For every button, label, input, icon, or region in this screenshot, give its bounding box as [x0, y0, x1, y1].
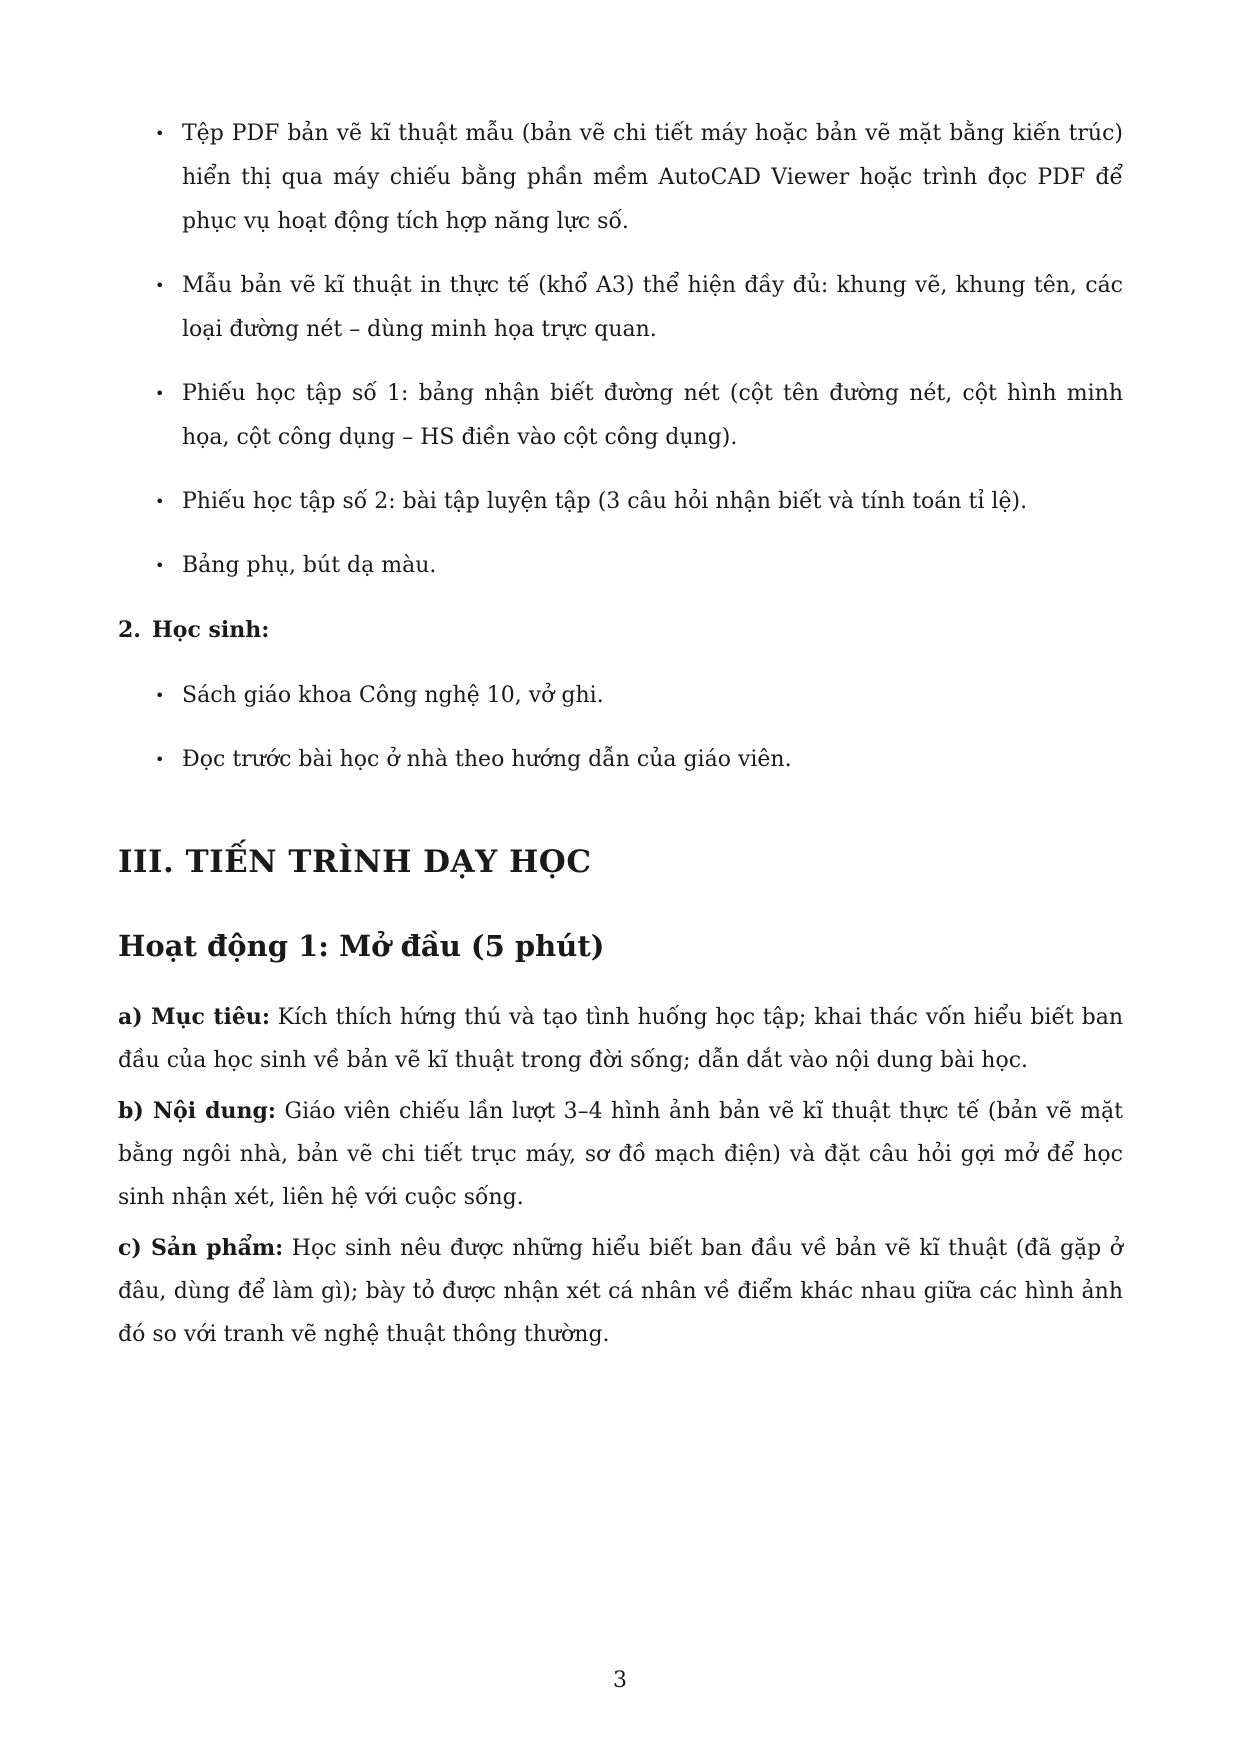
activity-title: Hoạt động 1: Mở đầu (5 phút) [118, 929, 605, 963]
list-item-text: Đọc trước bài học ở nhà theo hướng dẫn của giáo viên. [182, 747, 792, 772]
list-item-text: Sách giáo khoa Công nghệ 10, vở ghi. [182, 683, 604, 708]
section-title: III. TIẾN TRÌNH DẠY HỌC [118, 844, 592, 880]
list-item-text: Phiếu học tập số 2: bài tập luyện tập (3 câu hỏi nhận biết và tính toán tỉ lệ). [182, 489, 1028, 514]
product-paragraph [118, 1227, 1123, 1356]
bullet-icon: • [155, 384, 165, 403]
list-item [118, 738, 1123, 782]
bullet-icon: • [155, 556, 165, 575]
content-text: Giáo viên chiếu lần lượt 3–4 hình ảnh bản vẽ kĩ thuật thực tế (bản vẽ mặt bằng ngôi nhà, bản vẽ chi tiết trục máy, sơ đồ mạch điện) và đặt câu hỏi gợi mở để học sinh nhận xét, liên hệ với cuộc sống. [118, 1099, 1123, 1210]
objective-text: Kích thích hứng thú và tạo tình huống học tập; khai thác vốn hiểu biết ban đầu của học sinh về bản vẽ kĩ thuật trong đời sống; dẫn dắt vào nội dung bài học. [118, 1005, 1123, 1073]
bullet-icon: • [155, 276, 165, 295]
list-item [118, 544, 1123, 588]
student-materials-list [118, 674, 1123, 782]
bullet-icon: • [155, 124, 165, 143]
content-paragraph [118, 1090, 1123, 1219]
list-item [118, 674, 1123, 718]
list-item-text: Bảng phụ, bút dạ màu. [182, 553, 437, 578]
list-item [118, 480, 1123, 524]
teacher-materials-list [118, 112, 1123, 588]
page-number: 3 [613, 1668, 627, 1693]
heading-number: 2. [118, 617, 141, 643]
list-item-text: Phiếu học tập số 1: bảng nhận biết đường nét (cột tên đường nét, cột hình minh họa, cột công dụng – HS điền vào cột công dụng). [182, 381, 1123, 450]
bullet-icon: • [155, 686, 165, 705]
bullet-icon: • [155, 750, 165, 769]
heading-text: Học sinh: [152, 617, 270, 643]
list-item-text: Mẫu bản vẽ kĩ thuật in thực tế (khổ A3) thể hiện đầy đủ: khung vẽ, khung tên, các loại đường nét – dùng minh họa trực quan. [182, 273, 1123, 342]
list-item [118, 372, 1123, 460]
product-text: Học sinh nêu được những hiểu biết ban đầu về bản vẽ kĩ thuật (đã gặp ở đâu, dùng để làm gì); bày tỏ được nhận xét cá nhân về điểm khác nhau giữa các hình ảnh đó so với tranh vẽ nghệ thuật thông thường. [118, 1236, 1123, 1347]
list-item-text: Tệp PDF bản vẽ kĩ thuật mẫu (bản vẽ chi tiết máy hoặc bản vẽ mặt bằng kiến trúc) hiển thị qua máy chiếu bằng phần mềm AutoCAD Viewer hoặc trình đọc PDF để phục vụ hoạt động tích hợp năng lực số. [182, 121, 1123, 234]
objective-paragraph [118, 996, 1123, 1082]
objective-label: a) Mục tiêu: [118, 1004, 270, 1030]
product-label: c) Sản phẩm: [118, 1235, 284, 1261]
page-content [118, 112, 1123, 1364]
bullet-icon: • [155, 492, 165, 511]
list-item [118, 264, 1123, 352]
list-item [118, 112, 1123, 244]
student-materials-heading [118, 608, 1123, 652]
content-label: b) Nội dung: [118, 1098, 277, 1124]
